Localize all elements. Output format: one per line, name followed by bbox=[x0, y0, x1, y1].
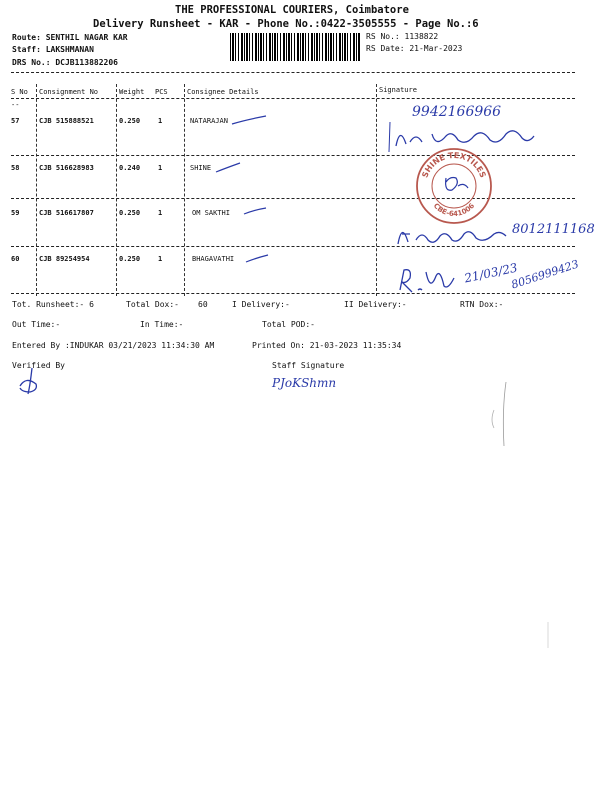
pen-tick bbox=[242, 204, 272, 218]
tot-runsheet: Tot. Runsheet:- 6 bbox=[12, 300, 94, 309]
staff-signature: PJoKShmn bbox=[272, 376, 337, 390]
ii-delivery: II Delivery:- bbox=[344, 300, 407, 309]
row-consignee: BHAGAVATHI bbox=[192, 255, 235, 263]
stamp-bottom-text: CBE-641006 bbox=[431, 201, 477, 219]
row-consignment: CJB 516617807 bbox=[39, 209, 94, 217]
verifier-signature bbox=[12, 366, 52, 396]
rtn-dox: RTN Dox:- bbox=[460, 300, 504, 309]
row-consignee: NATARAJAN bbox=[190, 117, 228, 125]
handwritten-signature bbox=[396, 262, 466, 296]
pen-tick bbox=[214, 160, 244, 176]
row-weight: 0.240 bbox=[119, 164, 141, 172]
row-consignment: CJB 89254954 bbox=[39, 255, 90, 263]
staff-label: Staff: LAKSHMANAN bbox=[12, 45, 94, 54]
document-subtitle: Delivery Runsheet - KAR - Phone No.:0422-3505555 - Page No.:6 bbox=[93, 18, 479, 30]
handwritten-phone: 8056999423 bbox=[509, 257, 581, 292]
col-sno: S No bbox=[11, 88, 28, 96]
row-pcs: 1 bbox=[158, 255, 163, 263]
rs-date: RS Date: 21-Mar-2023 bbox=[366, 44, 463, 53]
col-signature: Signature bbox=[379, 86, 417, 94]
column-separator bbox=[116, 84, 117, 296]
company-stamp bbox=[414, 146, 494, 226]
col-consignment: Consignment No bbox=[39, 88, 99, 96]
col-weight: Weight bbox=[119, 88, 145, 96]
rs-number: RS No.: 1138822 bbox=[366, 32, 439, 41]
handwritten-date: 21/03/23 bbox=[463, 260, 519, 286]
divider bbox=[11, 98, 575, 99]
drs-number: DRS No.: DCJB113882206 bbox=[12, 58, 118, 67]
printed-on: Printed On: 21-03-2023 11:35:34 bbox=[252, 341, 402, 350]
row-consignment: CJB 515888521 bbox=[39, 117, 94, 125]
row-sno: 60 bbox=[11, 255, 20, 263]
row-weight: 0.250 bbox=[119, 117, 141, 125]
row-pcs: 1 bbox=[158, 164, 163, 172]
margin-mark bbox=[488, 380, 518, 450]
row-consignee: SHINE bbox=[190, 164, 212, 172]
column-separator bbox=[184, 84, 185, 296]
pen-tick bbox=[244, 252, 274, 266]
i-delivery: I Delivery:- bbox=[232, 300, 290, 309]
margin-mark bbox=[540, 620, 556, 650]
in-time: In Time:- bbox=[140, 320, 184, 329]
row-consignment: CJB 516628983 bbox=[39, 164, 94, 172]
row-weight: 0.250 bbox=[119, 209, 141, 217]
total-dox-label: Total Dox:- bbox=[126, 300, 179, 309]
col-pcs: PCS bbox=[155, 88, 168, 96]
total-dox-value: 60 bbox=[198, 300, 208, 309]
row-sno: 57 bbox=[11, 117, 20, 125]
column-separator bbox=[36, 84, 37, 296]
row-divider bbox=[11, 293, 575, 294]
pen-tick bbox=[230, 112, 270, 128]
barcode bbox=[230, 33, 360, 61]
col-consignee: Consignee Details bbox=[187, 88, 259, 96]
dash-mark: -- bbox=[11, 101, 20, 109]
route-label: Route: SENTHIL NAGAR KAR bbox=[12, 33, 128, 42]
row-pcs: 1 bbox=[158, 209, 163, 217]
total-pod: Total POD:- bbox=[262, 320, 315, 329]
row-consignee: OM SAKTHI bbox=[192, 209, 230, 217]
staff-signature-label: Staff Signature bbox=[272, 361, 345, 370]
row-weight: 0.250 bbox=[119, 255, 141, 263]
row-pcs: 1 bbox=[158, 117, 163, 125]
row-sno: 59 bbox=[11, 209, 20, 217]
entered-by: Entered By :INDUKAR 03/21/2023 11:34:30 AM bbox=[12, 341, 215, 350]
document-title: THE PROFESSIONAL COURIERS, Coimbatore bbox=[175, 4, 409, 16]
divider bbox=[11, 72, 575, 73]
handwritten-phone: 8012111168 bbox=[512, 222, 595, 237]
handwritten-phone: 9942166966 bbox=[412, 104, 502, 120]
out-time: Out Time:- bbox=[12, 320, 61, 329]
handwritten-signature bbox=[394, 218, 514, 248]
column-separator bbox=[376, 84, 377, 296]
row-sno: 58 bbox=[11, 164, 20, 172]
verified-by: Verified By bbox=[12, 361, 65, 370]
stamp-top-text: SHINE TEXTILES bbox=[420, 150, 488, 180]
